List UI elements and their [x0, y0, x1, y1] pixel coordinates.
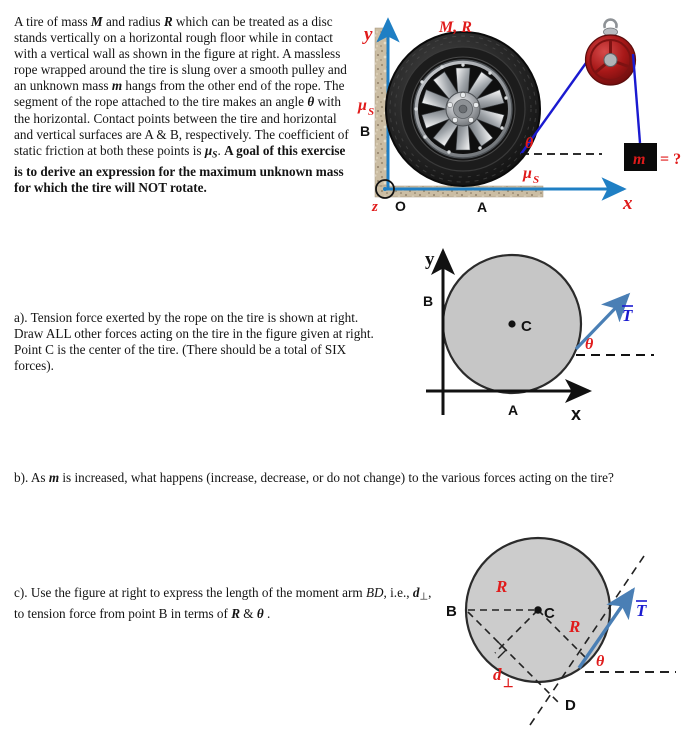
center-point-C [508, 320, 515, 327]
part-b-label: b). [14, 470, 31, 485]
label-point-B-fig3: B [446, 603, 457, 620]
part-c-text-2: , i.e., [383, 585, 413, 600]
intro-text-part-4: hangs from the other end of the rope. The segment of the rope attached to the tire makes an angle [14, 78, 345, 110]
figure-free-body-diagram [404, 243, 686, 425]
label-hanging-mass-value: = ? [660, 151, 682, 168]
symbol-mu-subscript: S [212, 150, 218, 161]
label-radius-right-fig3: R [569, 617, 581, 636]
part-c-text-1: Use the figure at right to express the length of the moment arm [30, 585, 366, 600]
intro-text-part-1: A tire of mass [14, 14, 91, 29]
center-point-C-fig3 [534, 606, 542, 614]
part-c-label: c). [14, 585, 31, 600]
symbol-m: m [111, 78, 123, 94]
tire-graphic [386, 32, 540, 186]
label-point-A-fig2: A [508, 402, 519, 418]
part-c-symbol-R: R [231, 605, 240, 621]
part-a-text: Tension force exerted by the rope on the tire is shown at right. Draw ALL other forces acting on the tire in the figure given at right. Point C is the center of the tire. (There should be a total of SIX forces). [14, 310, 374, 374]
tension-vector-arrow [576, 295, 628, 349]
label-mu-wall-subscript: S [368, 106, 375, 118]
z-axis-dot [383, 187, 387, 191]
label-y-axis: y [364, 24, 373, 45]
label-radius-top-fig3: R [496, 577, 508, 596]
question-part-b [14, 470, 614, 486]
label-x-axis-fig2: x [571, 404, 582, 424]
label-origin-O: O [395, 198, 406, 214]
label-point-B: B [360, 123, 371, 139]
pulley-assembly [586, 20, 636, 85]
intro-paragraph [14, 14, 354, 196]
svg-text:d: d [493, 665, 502, 684]
part-b-symbol-m: m [48, 470, 60, 485]
label-theta-fig1: θ [525, 135, 534, 152]
symbol-theta: θ [307, 94, 315, 110]
part-c-symbol-theta: θ [256, 605, 264, 621]
intro-text-part-2: and radius [102, 14, 164, 29]
svg-text:T: T [622, 306, 633, 325]
part-c-text-3: , to tension force from point B in terms of [14, 585, 432, 621]
intro-text-part-3: which can be treated as a disc stands vertically on a horizontal rough floor while in contact with a vertical wall as shown in the figure at right. A massless rope wrapped around the tire is slung over a smooth pulley and an unknown mass [14, 14, 347, 94]
svg-text:T: T [636, 601, 647, 620]
figure-moment-arm-geometry [430, 530, 688, 730]
label-y-axis-fig2: y [425, 249, 435, 270]
part-c-symbol-BD: BD [365, 585, 384, 600]
part-b-text-1: As [30, 470, 49, 485]
part-a-label: a). [14, 310, 31, 325]
label-point-A: A [477, 199, 488, 215]
pulley-axle [604, 54, 617, 67]
svg-text:μ: μ [523, 165, 532, 182]
label-mu-wall [357, 97, 374, 118]
symbol-mu: μ [204, 142, 213, 158]
label-hanging-mass-m: m [633, 151, 646, 168]
label-z-axis: z [372, 199, 378, 215]
label-mu-floor-subscript: S [533, 174, 540, 186]
question-part-a [14, 310, 382, 374]
label-x-axis: x [623, 193, 633, 214]
label-moment-arm-subscript: ⊥ [503, 676, 514, 690]
label-mu-floor [522, 165, 539, 186]
pulley-hook [605, 20, 617, 28]
svg-text:μ: μ [358, 97, 367, 114]
part-b-text-2: is increased, what happens (increase, decrease, or do not change) to the various forces acting on the tire? [59, 470, 614, 485]
symbol-R: R [163, 14, 173, 29]
part-c-text-5: . [263, 605, 271, 621]
part-c-text-4: & [240, 605, 257, 621]
part-c-symbol-d: d [412, 585, 420, 600]
intro-text-part-5: with the horizontal. Contact points between the tire and horizontal and vertical surfaces are A & B, respectively. The coefficient of static friction at both these points is [14, 94, 349, 158]
label-center-C-fig3: C [544, 605, 555, 622]
part-c-symbol-d-subscript: ⊥ [419, 591, 429, 603]
rope-pulley-to-mass [633, 54, 640, 143]
intro-goal-statement: A goal of this exercise is to derive an expression for the maximum unknown mass for which the tire will NOT rotate. [14, 142, 346, 195]
question-part-c [14, 585, 434, 622]
symbol-M: M [90, 14, 103, 29]
label-point-B-fig2: B [423, 293, 434, 309]
label-mass-radius: M, R [439, 19, 472, 36]
intro-text-part-6: . [217, 142, 225, 158]
label-theta-fig2: θ [585, 336, 594, 353]
figure-tire-wall-pulley [352, 6, 686, 218]
label-theta-fig3: θ [596, 653, 605, 670]
wheel-center-cap [459, 105, 467, 113]
label-center-C-fig2: C [521, 318, 532, 335]
label-point-D-fig3: D [565, 697, 576, 714]
label-tension-T-fig3 [636, 601, 647, 620]
label-tension-T-fig2 [622, 306, 633, 325]
